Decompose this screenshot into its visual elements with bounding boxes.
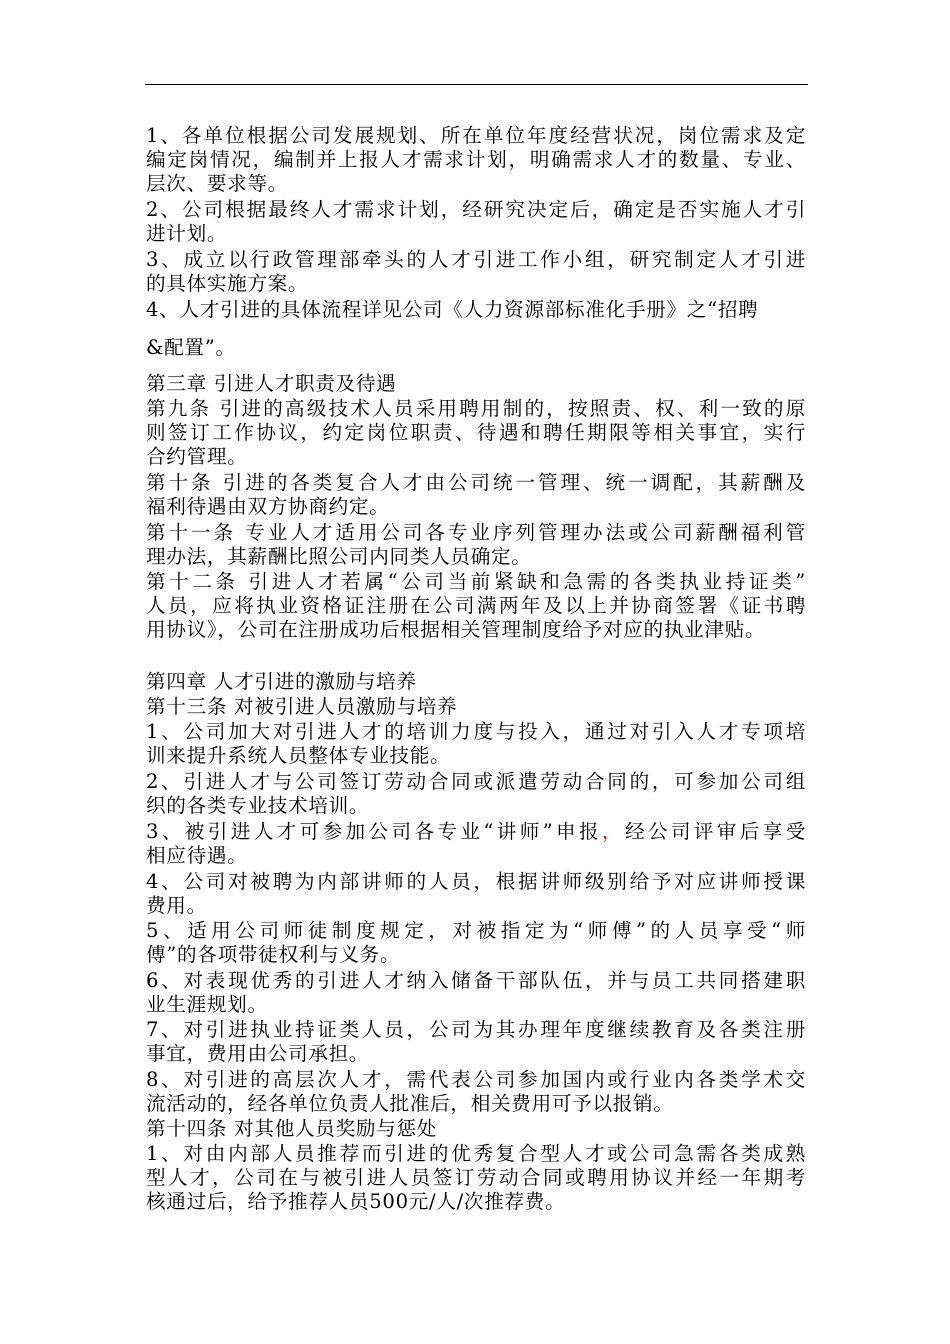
text-line: 进计划。 xyxy=(146,222,228,245)
paragraph xyxy=(146,248,806,296)
header-rule xyxy=(145,84,808,85)
paragraph xyxy=(146,198,806,246)
text-line: 织的各类专业技术培训。 xyxy=(146,794,370,817)
text-line: 编定岗情况，编制并上报人才需求计划，明确需求人才的数量、专业、 xyxy=(146,148,806,171)
paragraph xyxy=(146,124,806,196)
text-line: 用协议》，公司在注册成功后根据相关管理制度给予对应的执业津贴。 xyxy=(146,618,766,641)
paragraph xyxy=(146,870,806,918)
text-line: 4、人才引进的具体流程详见公司《人力资源部标准化手册》之“招聘 xyxy=(146,298,759,321)
text-line: 理办法，其薪酬比照公司内同类人员确定。 xyxy=(146,545,532,568)
text-line: 合约管理。 xyxy=(146,445,248,468)
text-line: 相应待遇。 xyxy=(146,844,248,867)
text-line: &配置”。 xyxy=(146,336,236,359)
paragraph xyxy=(146,670,417,694)
text-line: 2、公司根据最终人才需求计划，经研究决定后，确定是否实施人才引 xyxy=(146,198,806,221)
text-line: 费用。 xyxy=(146,894,207,917)
text-line: 事宜，费用由公司承担。 xyxy=(146,1042,370,1065)
paragraph xyxy=(146,372,396,396)
text-line: 6、对表现优秀的引进人才纳入储备干部队伍，并与员工共同搭建职 xyxy=(146,969,806,992)
text-line: 第四章 人才引进的激励与培养 xyxy=(146,670,417,693)
paragraph xyxy=(146,521,806,569)
text-line: 层次、要求等。 xyxy=(146,172,289,195)
text-line: 第十三条 对被引进人员激励与培养 xyxy=(146,695,458,718)
paragraph xyxy=(146,570,806,642)
text-line: 第十四条 对其他人员奖励与惩处 xyxy=(146,1117,438,1140)
text-line: 2、引进人才与公司签订劳动合同或派遣劳动合同的，可参加公司组 xyxy=(146,770,806,793)
text-line: 第九条 引进的高级技术人员采用聘用制的，按照责、权、利一致的原 xyxy=(146,397,806,420)
text-line: 第三章 引进人才职责及待遇 xyxy=(146,372,397,395)
paragraph xyxy=(146,1117,437,1141)
paragraph xyxy=(146,695,457,719)
text-line: 业生涯规划。 xyxy=(146,993,268,1016)
text-line: 训来提升系统人员整体专业技能。 xyxy=(146,744,451,767)
text-line: 1、各单位根据公司发展规划、所在单位年度经营状况，岗位需求及定 xyxy=(146,124,806,147)
text-line: 第十条 引进的各类复合人才由公司统一管理、统一调配，其薪酬及 xyxy=(146,471,806,494)
text-line: 核通过后，给予推荐人员500元/人/次推荐费。 xyxy=(146,1190,566,1213)
text-line: 傅”的各项带徒权利与义务。 xyxy=(146,943,401,966)
paragraph xyxy=(146,298,758,322)
highlighted-comma: ， xyxy=(601,820,625,843)
paragraph xyxy=(146,1068,806,1116)
text-line: 流活动的，经各单位负责人批准后，相关费用可予以报销。 xyxy=(146,1092,674,1115)
paragraph xyxy=(146,1018,806,1066)
text-line: 则签订工作协议，约定岗位职责、待遇和聘任期限等相关事宜，实行 xyxy=(146,421,806,444)
text-line: 1、公司加大对引进人才的培训力度与投入，通过对引入人才专项培 xyxy=(146,720,806,743)
text-line: 7、对引进执业持证类人员，公司为其办理年度继续教育及各类注册 xyxy=(146,1018,806,1041)
paragraph xyxy=(146,969,806,1017)
text-line: 第十二条 引进人才若属“公司当前紧缺和急需的各类执业持证类” xyxy=(146,570,806,593)
text-line: 3、成立以行政管理部牵头的人才引进工作小组，研究制定人才引进 xyxy=(146,248,806,271)
text-line: 第十一条 专业人才适用公司各专业序列管理办法或公司薪酬福利管 xyxy=(146,521,806,544)
text-line: 5、适用公司师徒制度规定，对被指定为“师傅”的人员享受“师 xyxy=(146,919,806,942)
text-line: 人员，应将执业资格证注册在公司满两年及以上并协商签署《证书聘 xyxy=(146,594,806,617)
paragraph xyxy=(146,820,806,868)
text-line: 8、对引进的高层次人才，需代表公司参加国内或行业内各类学术交 xyxy=(146,1068,806,1091)
text-line: 福利待遇由双方协商约定。 xyxy=(146,495,390,518)
paragraph xyxy=(146,397,806,469)
paragraph xyxy=(146,1142,806,1214)
text-line: 的具体实施方案。 xyxy=(146,272,309,295)
paragraph xyxy=(146,720,806,768)
paragraph xyxy=(146,336,236,360)
text-line: 1、对由内部人员推荐而引进的优秀复合型人才或公司急需各类成熟 xyxy=(146,1142,806,1165)
paragraph xyxy=(146,919,806,967)
text-line: 型人才，公司在与被引进人员签订劳动合同或聘用协议并经一年期考 xyxy=(146,1166,806,1189)
paragraph xyxy=(146,770,806,818)
text-line: 4、公司对被聘为内部讲师的人员，根据讲师级别给予对应讲师授课 xyxy=(146,870,806,893)
text-line: 3、被引进人才可参加公司各专业“讲师”申报，经公司评审后享受 xyxy=(146,820,806,843)
paragraph xyxy=(146,471,806,519)
